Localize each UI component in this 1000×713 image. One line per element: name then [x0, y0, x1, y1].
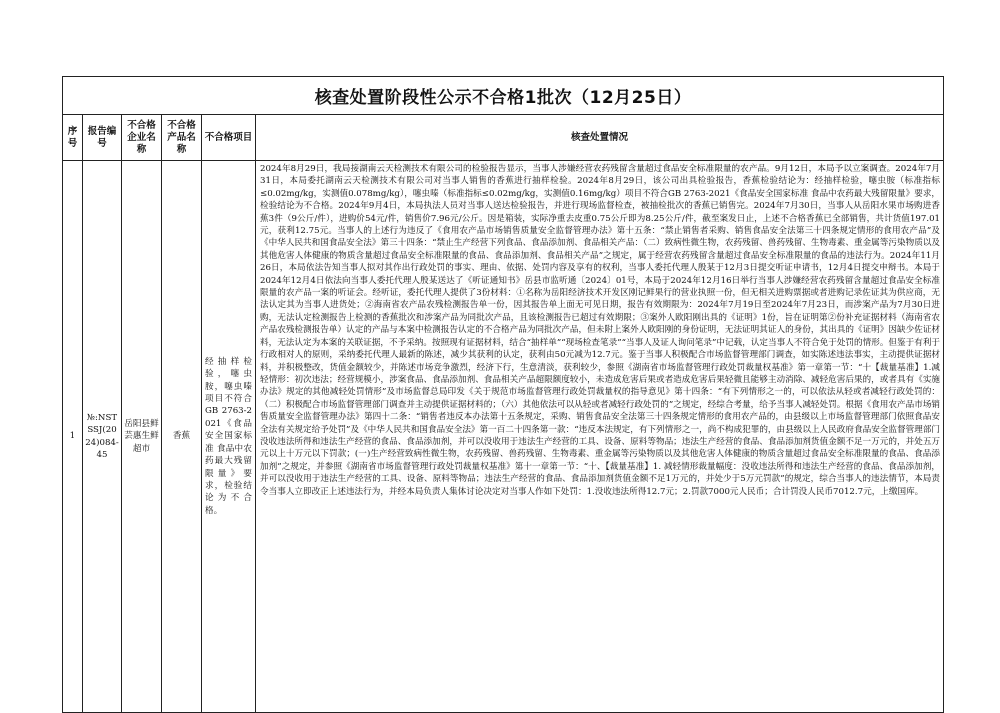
disposal-table — [62, 76, 944, 713]
header-company: 不合格企业名称 — [122, 115, 162, 161]
header-seq: 序号 — [63, 115, 83, 161]
header-report-no: 报告编号 — [83, 115, 122, 161]
cell-product: 香蕉 — [162, 161, 202, 713]
header-row — [63, 115, 944, 161]
title-row — [63, 77, 944, 115]
cell-company: 岳阳县鲜芸惠生鲜超市 — [122, 161, 162, 713]
header-item: 不合格项目 — [202, 115, 256, 161]
cell-report-no: №:NSTSSJ(2024)084-45 — [83, 161, 122, 713]
cell-disposal: 2024年8月29日，我局接湖南云天检测技术有限公司的检验报告显示，当事人涉嫌经营农药残留含量超过食品安全标准限量的农产品。9月12日，本局予以立案调查。2024年7月31日，本局委托湖南云天检测技术有限公司对当事人销售的香蕉进行抽样检验。2024年8月29日，该公司出具检验报告，香蕉检验结论为：经抽样检验，噻虫胺（标准指标≤0.02mg/kg，实测值0.078mg/kg），噻虫嗪（标准指标≤0.02mg/kg，实测值0.16mg/kg）项目不符合GB 2763-2021《食品安全国家标准 食品中农药最大残留限量》要求，检验结论为不合格。2024年9月4日，本局执法人员对当事人送达检验报告，并进行现场监督检查，被抽检批次的香蕉已销售完。2024年7月30日，当事人从岳阳水果市场购进香蕉3件（9公斤/件），进购价54元/件，销售价7.96元/公斤。因是箱装，实际净重去皮重0.75公斤即为8.25公斤/件，截至案发日止，上述不合格香蕉已全部销售，共计货值197.01元，获利12.75元。当事人的上述行为违反了《食用农产品市场销售质量安全监督管理办法》第十五条：“禁止销售者采购、销售食品安全法第三十四条规定情形的食用农产品”及《中华人民共和国食品安全法》第三十四条：“禁止生产经营下列食品、食品添加剂、食品相关产品：（二）致病性微生物，农药残留、兽药残留、生物毒素、重金属等污染物质以及其他危害人体健康的物质含量超过食品安全标准限量的食品、食品添加剂、食品相关产品”之规定，属于经营农药残留含量超过食品安全标准限量的食品的违法行为。2024年11月26日，本局依法告知当事人拟对其作出行政处罚的事实、理由、依据、处罚内容及享有的权利，当事人委托代理人殷某于12月3日提交听证申请书，12月4日提交申辩书。本局于2024年12月4日依法向当事人委托代理人殷某送达了《听证通知书》岳县市监听通〔2024〕01号，本局于2024年12月16日举行当事人涉嫌经营农药残留含量超过食品安全标准限量的农产品一案的听证会。经听证，委托代理人提供了3份材料：①名称为岳阳经济技术开发区刚记鲜果行的营业执照一份，但无相关进购票据或者进购记录佐证其为供应商，无法认定其为当事人进货处；②海南省农产品农残检测报告单一份，因其报告单上面无可见日期，报告有效期限为：2024年7月19日至2024年7月23日，而涉案产品为7月30日进购，无法认定检测报告上检测的香蕉批次和涉案产品为同批次产品，且该检测报告已超过有效期限；③案外人欧阳刚出具的《证明》1份，旨在证明第②份补充证据材料（海南省农产品农残检测报告单）认定的产品与本案中检测报告认定的不合格产品为同批次产品，但未附上案外人欧阳刚的身份证明，无法证明其证人的身份，其出具的《证明》因缺少佐证材料，无法认定为本案的关联证据，不予采纳。按照现有证据材料，结合“抽样单”“现场检查笔录”“当事人及证人询问笔录”中记载，认定当事人不符合免于处罚的情形。但鉴于有利于行政相对人的原则，采纳委托代理人最新的陈述，减少其获利的认定，获利由50元减为12.7元。鉴于当事人积极配合市场监督管理部门调查，如实陈述违法事实，主动提供证据材料，并积极整改，货值金额较少，并陈述市场竞争激烈，经济下行，生意清淡，获利较少，参照《湖南省市场监督管理行政处罚裁量权基准》第一章第一节：“十【裁量基准】1.减轻情形：初次违法；经营规模小，涉案食品、食品添加剂、食品相关产品超限额度较小，未造成危害后果或者造成危害后果轻微且能够主动消除、减轻危害后果的，或者具有《实施办法》规定的其他减轻处罚情形”及市场监督总局印发《关于规范市场监督管理行政处罚裁量权的指导意见》第十四条：“有下列情形之一的，可以依法从轻或者减轻行政处罚的：（二）积极配合市场监督管理部门调查并主动提供证据材料的；（六）其他依法可以从轻或者减轻行政处罚的”之规定，经综合考量，给予当事人减轻处罚。根据《食用农产品市场销售质量安全监督管理办法》第四十二条：“销售者违反本办法第十五条规定，采购、销售食品安全法第三十四条规定情形的食用农产品的，由县级以上市场监督管理部门依照食品安全法有关规定给予处罚”及《中华人民共和国食品安全法》第一百二十四条第一款：“违反本法规定，有下列情形之一，尚不构成犯罪的，由县级以上人民政府食品安全监督管理部门没收违法所得和违法生产经营的食品、食品添加剂，并可以没收用于违法生产经营的工具、设备、原料等物品；违法生产经营的食品、食品添加剂货值金额不足一万元的，并处五万元以上十万元以下罚款；(一)生产经营致病性微生物，农药残留、兽药残留、生物毒素、重金属等污染物质以及其他危害人体健康的物质含量超过食品安全标准限量的食品、食品添加剂”之规定，并参照《湖南省市场监督管理行政处罚裁量权基准》第十一章第一节：“十、【裁量基准】1. 减轻情形裁量幅度：没收违法所得和违法生产经营的食品、食品添加剂，并可以没收用于违法生产经营的工具、设备、原料等物品；违法生产经营的食品、食品添加剂货值金额不足1万元的，并处少于5万元罚款”的规定，综合当事人的违法情节，本局责令当事人立即改正上述违法行为，并经本局负责人集体讨论决定对当事人作如下处罚：1.没收违法所得12.7元；2.罚款7000元人民币；合计罚没人民币7012.7元，上缴国库。 — [256, 161, 944, 713]
cell-item: 经抽样检验，噻虫胺，噻虫嗪项目不符合 GB 2763-2021《食品安全国家标准 食品中农药最大残留限量》要求，检验结论为不合格。 — [202, 161, 256, 713]
header-disposal: 核查处置情况 — [256, 115, 944, 161]
header-product: 不合格产品名称 — [162, 115, 202, 161]
page-title: 核查处置阶段性公示不合格1批次（12月25日） — [63, 77, 944, 115]
disclosure-sheet — [62, 76, 943, 713]
table-row — [63, 161, 944, 713]
cell-seq: 1 — [63, 161, 83, 713]
